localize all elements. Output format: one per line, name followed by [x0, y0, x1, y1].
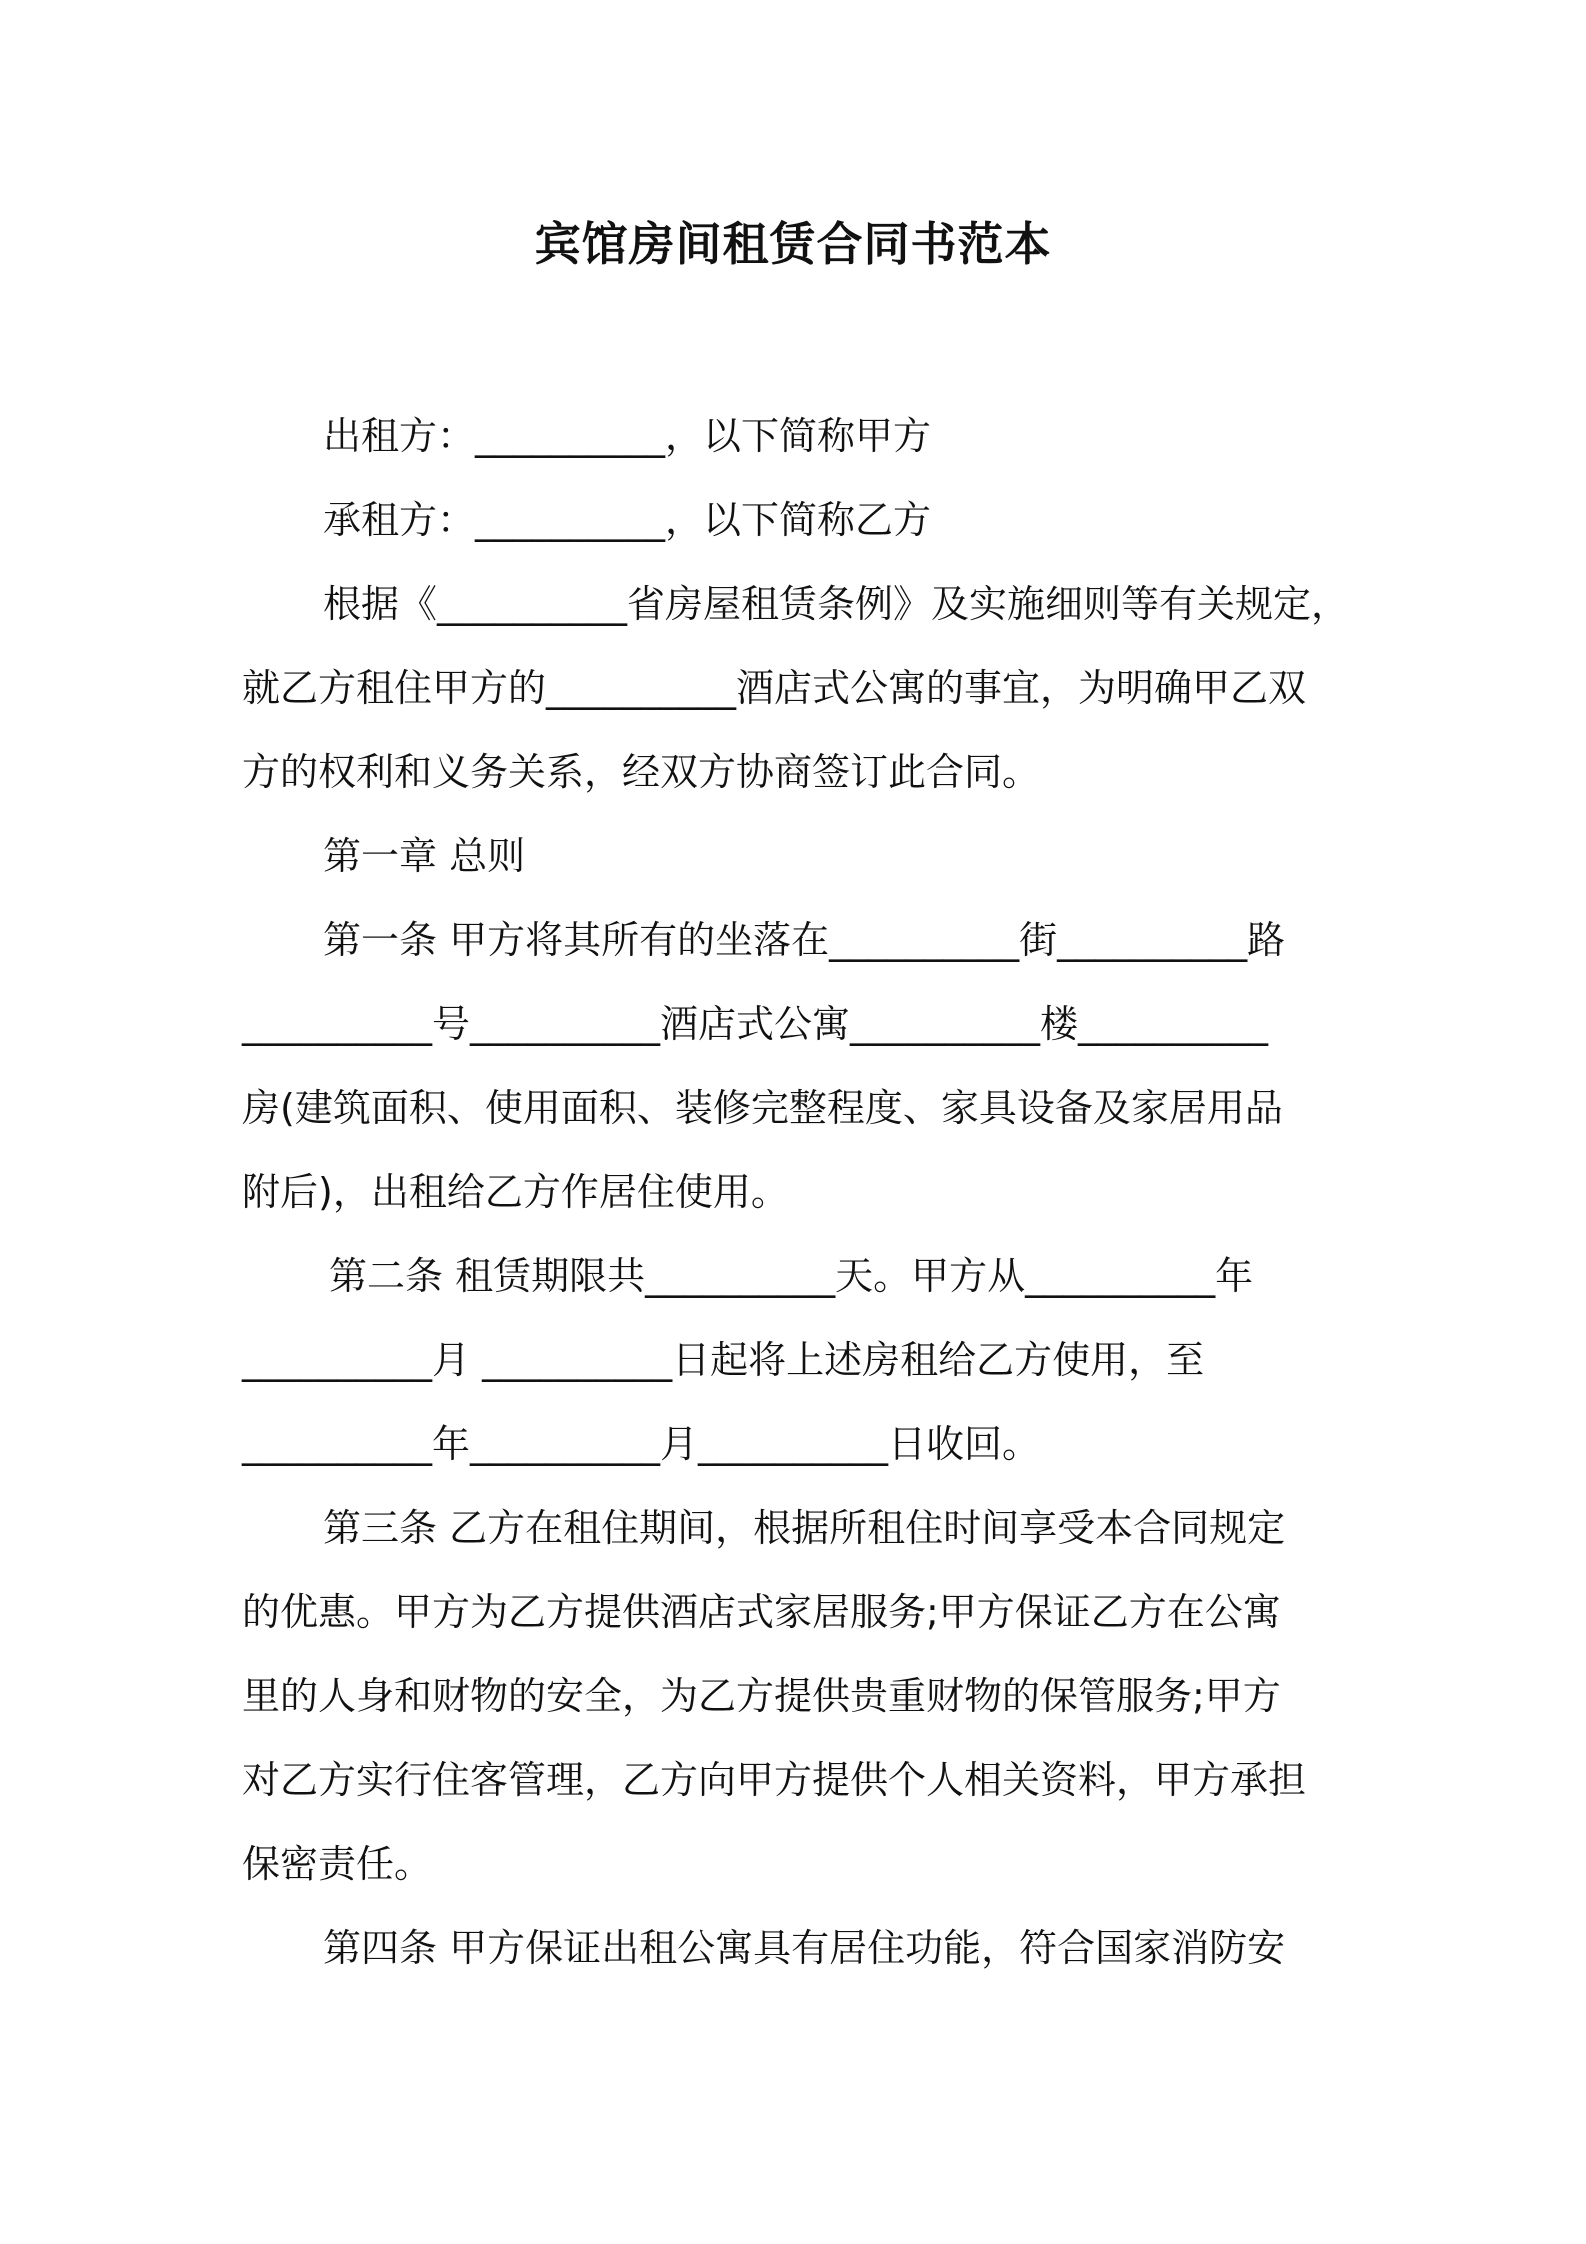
article-two-line-3: __________年__________月__________日收回。	[242, 1422, 1041, 1466]
article-three-line-3: 里的人身和财物的安全，为乙方提供贵重财物的保管服务;甲方	[242, 1674, 1281, 1718]
document-title: 宾馆房间租赁合同书范本	[534, 217, 1052, 271]
article-one-line-1: 第一条 甲方将其所有的坐落在__________街__________路	[323, 918, 1286, 962]
article-three-line-1: 第三条 乙方在租住期间，根据所租住时间享受本合同规定	[323, 1506, 1286, 1550]
article-four-line-1: 第四条 甲方保证出租公寓具有居住功能，符合国家消防安	[323, 1926, 1286, 1970]
lessor-line: 出租方：__________，以下简称甲方	[323, 414, 932, 458]
article-two-line-2: __________月 __________日起将上述房租给乙方使用，至	[242, 1338, 1205, 1382]
preamble-line-3: 方的权利和义务关系，经双方协商签订此合同。	[242, 750, 1041, 794]
lessee-line: 承租方：__________，以下简称乙方	[323, 498, 932, 542]
preamble-line-1: 根据《__________省房屋租赁条例》及实施细则等有关规定，	[323, 582, 1350, 626]
preamble-line-2: 就乙方租住甲方的__________酒店式公寓的事宜，为明确甲乙双	[242, 666, 1307, 710]
article-one-line-4: 附后)，出租给乙方作居住使用。	[242, 1170, 789, 1214]
article-three-line-5: 保密责任。	[242, 1842, 433, 1886]
article-three-line-2: 的优惠。甲方为乙方提供酒店式家居服务;甲方保证乙方在公寓	[242, 1590, 1281, 1634]
article-one-line-2: __________号__________酒店式公寓__________楼__________	[242, 1002, 1269, 1046]
article-two-line-1: 第二条 租赁期限共__________天。甲方从__________年	[329, 1254, 1254, 1298]
article-one-line-3: 房(建筑面积、使用面积、装修完整程度、家具设备及家居用品	[242, 1086, 1283, 1130]
article-three-line-4: 对乙方实行住客管理，乙方向甲方提供个人相关资料，甲方承担	[242, 1758, 1307, 1802]
chapter-one-heading: 第一章 总则	[323, 834, 526, 878]
